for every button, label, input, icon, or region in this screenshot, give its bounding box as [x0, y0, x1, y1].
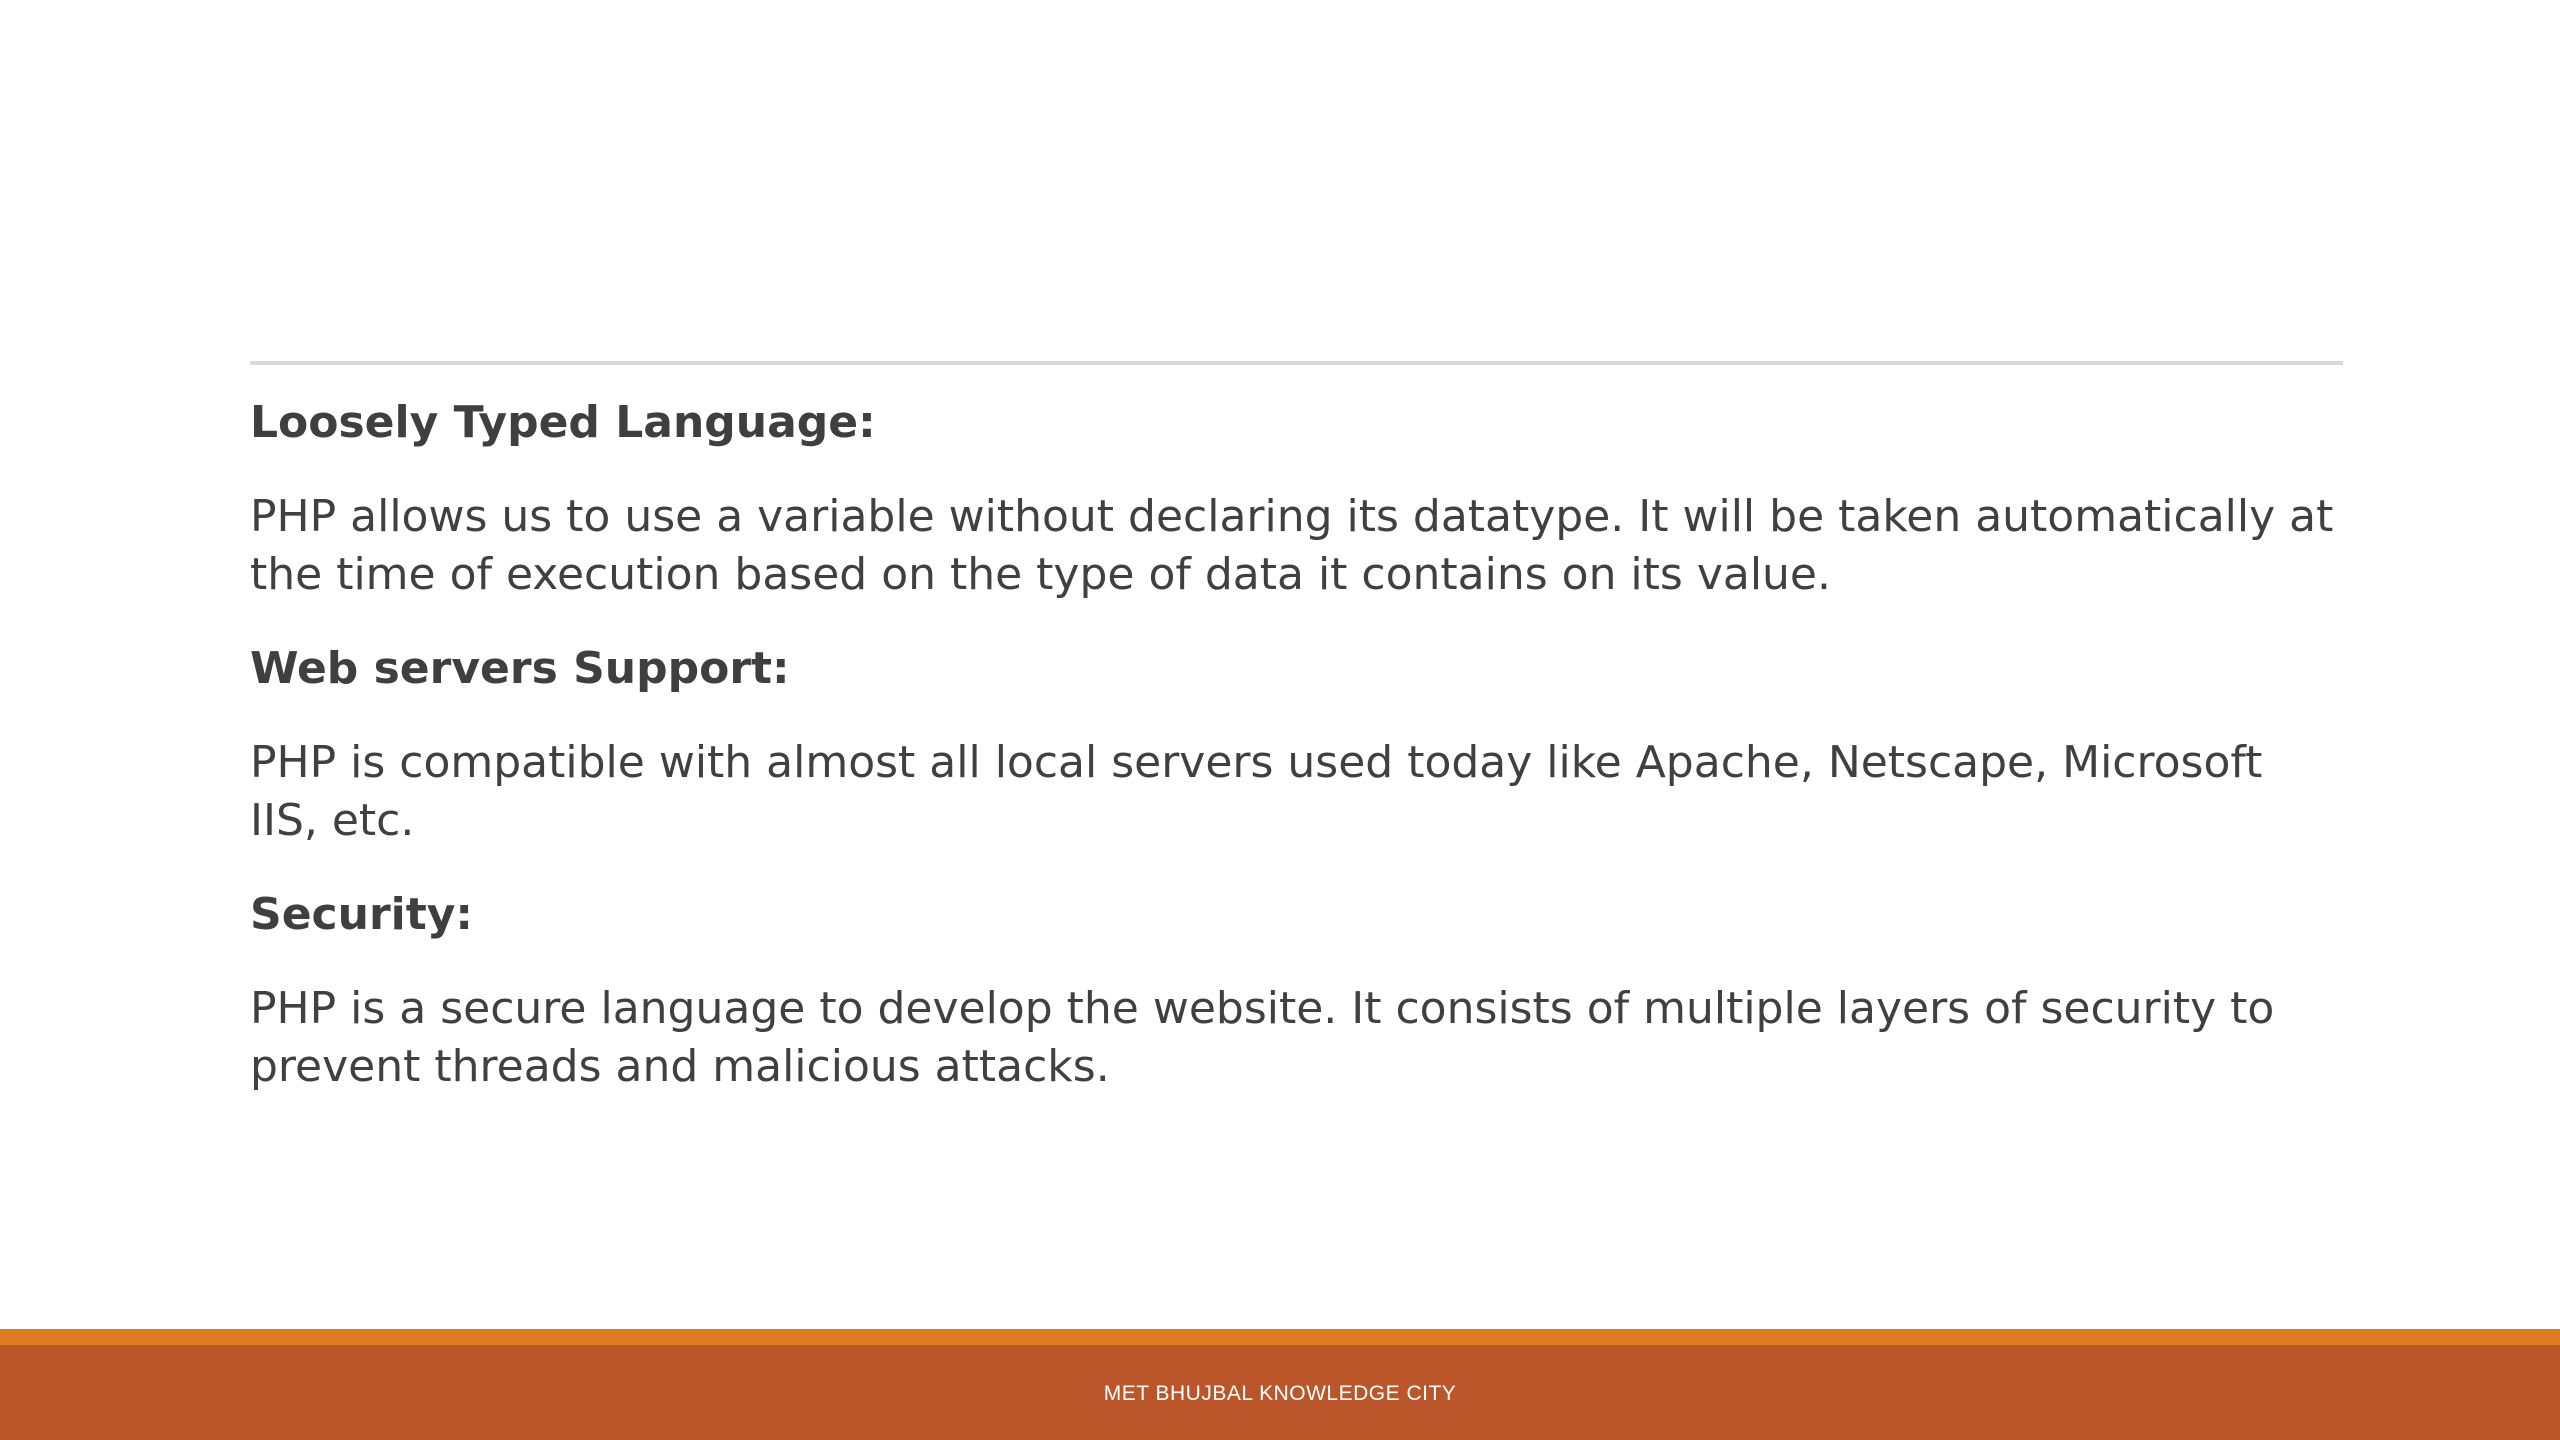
slide-content [250, 394, 2343, 1132]
section-web-servers [250, 640, 2343, 850]
section-heading: Security: [250, 889, 474, 940]
section-heading: Loosely Typed Language: [250, 397, 876, 448]
section-body: PHP is a secure language to develop the website. It consists of multiple layers of security to prevent threads and malicious attacks. [250, 983, 2275, 1092]
section-heading: Web servers Support: [250, 643, 790, 694]
section-security [250, 886, 2343, 1096]
footer-accent-stripe [0, 1329, 2560, 1345]
section-loosely-typed [250, 394, 2343, 604]
section-body: PHP allows us to use a variable without declaring its datatype. It will be taken automatically at the time of execution based on the type of data it contains on its value. [250, 491, 2334, 600]
title-divider [250, 361, 2343, 365]
section-body: PHP is compatible with almost all local servers used today like Apache, Netscape, Microsoft IIS, etc. [250, 737, 2263, 846]
footer-text: MET BHUJBAL KNOWLEDGE CITY [1103, 1382, 1457, 1405]
